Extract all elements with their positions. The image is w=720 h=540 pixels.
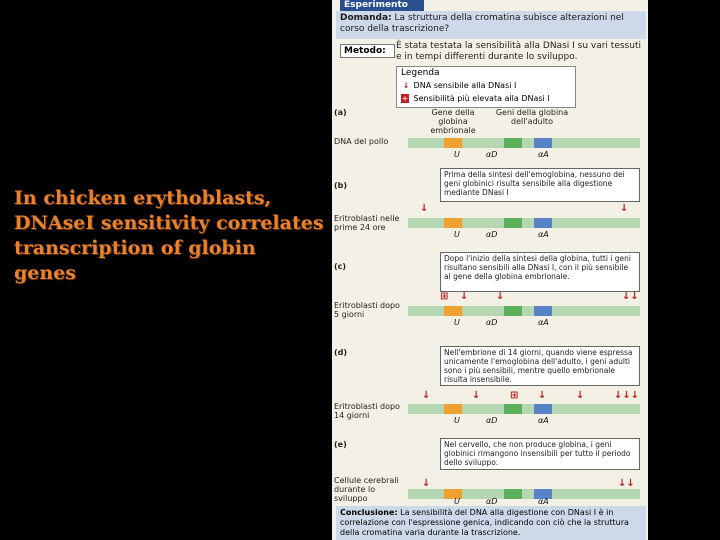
- gene-label-ad: αD: [486, 150, 498, 159]
- dna-strand-a: [408, 138, 640, 148]
- gene-label-aa: αA: [538, 150, 549, 159]
- sensitive-arrow-icon: ↓: [420, 203, 429, 214]
- gene-ad: [504, 218, 522, 228]
- gene-aa: [534, 138, 552, 148]
- section-b-row-label: Eritroblasti nelle prime 24 ore: [334, 214, 400, 232]
- section-d-note: Nell'embrione di 14 giorni, quando viene espressa unicamente l'emoglobina dell'adulto, i geni adulti sono i più sensibili, mentre quello embrionale risulta insensibile.: [440, 346, 640, 386]
- legend-item-sensitive-label: DNA sensibile alla DNasi I: [413, 81, 517, 90]
- section-c-note: Dopo l'inizio della sintesi della globina, tutti i geni risultano sensibili alla DNasi I, con il più sensibile al gene della globina embrionale.: [440, 252, 640, 292]
- sensitive-arrow-icon: ↓: [472, 390, 481, 401]
- section-d-letter: (d): [334, 348, 348, 357]
- legend: [396, 66, 576, 108]
- gene-label-u: U: [454, 318, 460, 327]
- gene-label-aa: αA: [538, 497, 549, 506]
- section-b-letter: (b): [334, 181, 348, 190]
- plus-marker-icon: +: [401, 94, 409, 103]
- sensitive-arrow-icon: ↓: [576, 390, 585, 401]
- section-c-row-label: Eritroblasti dopo 5 giorni: [334, 301, 400, 319]
- gene-ad: [504, 404, 522, 414]
- gene-ad: [504, 306, 522, 316]
- more-sensitive-marker-icon: ⊞: [440, 291, 449, 302]
- section-e-letter: (e): [334, 440, 347, 449]
- sensitive-arrow-icon: ↓: [422, 390, 431, 401]
- conclusion-text: La sensibilità del DNA alla digestione con DNasi I è in correlazione con l'espressione genica, indicando con ciò che la struttura della cromatina varia durante la trascrizione.: [340, 508, 629, 537]
- gene-ad: [504, 138, 522, 148]
- section-e-row-label: Cellule cerebrali durante lo sviluppo: [334, 476, 399, 503]
- conclusion-box: [336, 506, 646, 540]
- gene-label-u: U: [454, 416, 460, 425]
- sensitive-arrow-icon: ↓↓: [618, 478, 635, 489]
- experiment-tab: Esperimento: [340, 0, 424, 11]
- sensitive-arrow-icon: ↓: [538, 390, 547, 401]
- gene-aa: [534, 218, 552, 228]
- section-b-note: Prima della sintesi dell'emoglobina, nessuno dei geni globinici risulta sensibile alla digestione mediante DNasi I: [440, 168, 640, 202]
- question-label: Domanda:: [340, 13, 392, 23]
- gene-u: [444, 404, 462, 414]
- gene-u: [444, 306, 462, 316]
- section-e-note: Nel cervello, che non produce globina, i geni globinici rimangono insensibili per tutto il periodo dello sviluppo.: [440, 438, 640, 470]
- gene-label-ad: αD: [486, 497, 498, 506]
- embryonic-gene-header: Gene della globina embrionale: [430, 108, 476, 135]
- experiment-figure: [332, 0, 648, 540]
- sensitive-arrow-icon: ↓↓: [622, 291, 639, 302]
- sensitive-arrow-icon: ↓: [620, 203, 629, 214]
- down-arrow-icon: ↓: [402, 81, 410, 90]
- question-text: La struttura della cromatina subisce alterazioni nel corso della trascrizione?: [340, 13, 624, 34]
- dna-strand-c: [408, 306, 640, 316]
- gene-label-ad: αD: [486, 416, 498, 425]
- dna-strand-d: [408, 404, 640, 414]
- gene-label-aa: αA: [538, 230, 549, 239]
- conclusion-label: Conclusione:: [340, 508, 398, 517]
- legend-item-more-sensitive-label: Sensibilità più elevata alla DNasi I: [413, 94, 550, 103]
- gene-label-u: U: [454, 497, 460, 506]
- question-box: [336, 11, 646, 39]
- legend-item-more-sensitive: [401, 93, 550, 105]
- method-text: È stata testata la sensibilità alla DNasi I su vari tessuti e in tempi differenti durante lo sviluppo.: [396, 41, 641, 62]
- adult-genes-header: Geni della globina dell'adulto: [495, 108, 569, 126]
- gene-label-aa: αA: [538, 318, 549, 327]
- legend-title: Legenda: [401, 68, 440, 78]
- dna-strand-e: [408, 489, 640, 499]
- slide-title: In chicken erythoblasts, DNAseI sensitivity correlates transcription of globin genes: [14, 187, 324, 284]
- gene-aa: [534, 404, 552, 414]
- section-d-row-label: Eritroblasti dopo 14 giorni: [334, 402, 400, 420]
- sensitive-arrow-icon: ↓↓↓: [614, 390, 640, 401]
- dna-strand-b: [408, 218, 640, 228]
- section-a-letter: (a): [334, 108, 347, 117]
- gene-label-u: U: [454, 150, 460, 159]
- legend-item-sensitive: [401, 80, 516, 92]
- gene-ad: [504, 489, 522, 499]
- gene-u: [444, 218, 462, 228]
- gene-label-aa: αA: [538, 416, 549, 425]
- sensitive-arrow-icon: ↓: [496, 291, 505, 302]
- gene-aa: [534, 306, 552, 316]
- gene-u: [444, 138, 462, 148]
- section-c-letter: (c): [334, 262, 347, 271]
- gene-label-u: U: [454, 230, 460, 239]
- sensitive-arrow-icon: ↓: [460, 291, 469, 302]
- method-label: Metodo:: [340, 44, 395, 58]
- gene-label-ad: αD: [486, 230, 498, 239]
- gene-label-ad: αD: [486, 318, 498, 327]
- section-a-row-label: DNA del pollo: [334, 137, 389, 146]
- more-sensitive-marker-icon: ⊞: [510, 390, 519, 401]
- sensitive-arrow-icon: ↓: [422, 478, 431, 489]
